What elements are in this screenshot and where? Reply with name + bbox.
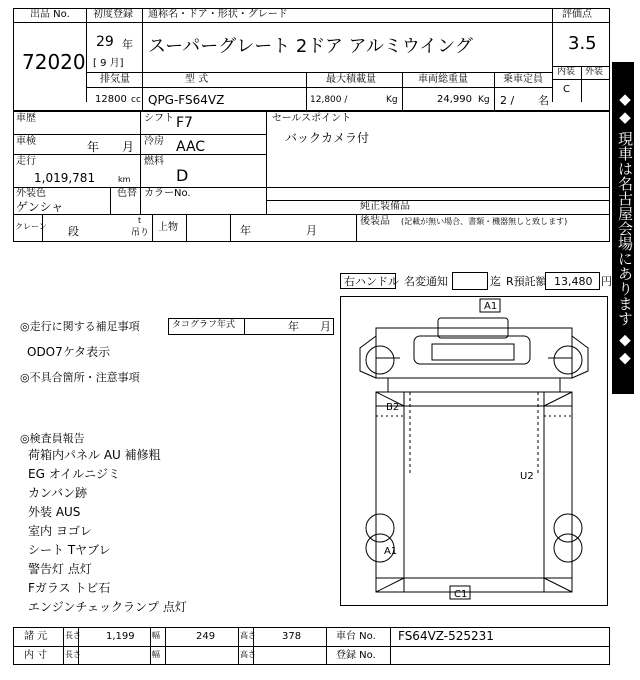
shift-label: シフト: [144, 113, 174, 124]
bumper: [388, 378, 560, 392]
color-label: 外装色: [16, 188, 46, 199]
reg-year-unit: 年: [122, 38, 133, 51]
sales-point: バックカメラ付: [285, 131, 370, 145]
displacement-value: 12800: [95, 94, 127, 105]
steering-value: 右ハンドル: [344, 275, 399, 288]
length-value: 1,199: [106, 631, 135, 642]
left-mark: B2: [386, 402, 400, 413]
equipment-label: 純正装備品: [360, 201, 410, 212]
height-label: 高さ: [240, 631, 256, 640]
shift-value: F7: [176, 115, 193, 131]
rear-right-wheel-2: [554, 534, 582, 562]
history-label: 車歴: [16, 113, 36, 124]
ac-label: 冷房: [144, 136, 164, 147]
crane-hoist: 吊り: [131, 228, 150, 238]
score-value: 3.5: [568, 33, 597, 54]
front-left-wheel: [366, 346, 394, 374]
tachograph-year-unit: 年: [288, 320, 299, 333]
name-change-box: [452, 272, 488, 290]
exterior-label: 外装: [585, 67, 604, 77]
width-label: 幅: [152, 631, 160, 640]
front-right-wheel: [554, 346, 582, 374]
color-code-label: 色替: [117, 188, 137, 199]
tachograph-label: タコグラフ年式: [172, 320, 236, 330]
capacity-value: 2 /: [500, 94, 515, 107]
front-mark: A1: [484, 301, 498, 312]
title-label: 通称名・ドア・形状・グレード: [148, 9, 288, 20]
gross-weight-value: 24,990: [437, 94, 472, 105]
deadline-label: 迄: [490, 275, 501, 288]
gross-weight-unit: Kg: [478, 95, 490, 105]
body-mark: U2: [520, 471, 534, 482]
lift-year-unit: 年: [240, 224, 251, 237]
capacity-label: 乗車定員: [503, 74, 543, 85]
first-reg-label: 初度登録: [93, 9, 133, 20]
inspector-line: シート Tヤブレ: [28, 543, 111, 557]
location-banner-text: ◆◆ 現車は名古屋会場にあります ◆◆: [616, 89, 634, 367]
recycle-unit: 円: [601, 275, 612, 288]
tachograph-month-unit: 月: [320, 320, 331, 333]
fuel-label: 燃料: [144, 156, 164, 167]
displacement-unit: cc: [131, 95, 141, 105]
model-code: QPG-FS64VZ: [148, 93, 225, 107]
inspector-line: 外装 AUS: [28, 505, 81, 519]
inspector-line: 警告灯 点灯: [28, 562, 92, 576]
aftermarket-note: (記載が無い場合、書類・機器無しと致します): [401, 217, 568, 226]
inner-dims-label: 内 寸: [24, 650, 48, 661]
inspection-year-unit: 年: [87, 140, 100, 154]
registration-label: 登録 No.: [336, 650, 376, 661]
inner-height-label: 高さ: [240, 650, 256, 659]
inspection-label: 車検: [16, 136, 36, 147]
chassis-label: 車台 No.: [336, 631, 376, 642]
left-door: [360, 336, 376, 378]
mileage-note-label: ◎走行に関する補足事項: [20, 320, 140, 333]
height-value: 378: [282, 631, 302, 642]
right-door: [572, 336, 588, 378]
fuel-value: D: [176, 166, 189, 185]
crane-ton-unit: t: [138, 216, 142, 225]
lift-label: 上物: [158, 222, 178, 233]
crane-label: クレーン: [15, 222, 47, 231]
mileage-unit: km: [118, 175, 131, 184]
interior-label: 内装: [557, 67, 576, 77]
aftermarket-label: 後装品: [360, 216, 390, 227]
lot-number: 72020: [22, 50, 86, 74]
max-load-label: 最大積載量: [326, 74, 376, 85]
inspector-line: エンジンチェックランプ 点灯: [28, 600, 187, 614]
name-change-label: 名変通知: [404, 275, 448, 288]
truck-diagram: [340, 296, 608, 606]
mileage-note: ODO7ケタ表示: [27, 345, 111, 359]
rear-mark: C1: [454, 589, 468, 600]
inspector-lines: [28, 446, 328, 617]
location-banner: [612, 62, 634, 394]
color-no-label: カラーNo.: [144, 188, 191, 199]
dims-label: 諸 元: [24, 631, 48, 642]
vehicle-title: スーパーグレート 2ドア アルミウイング: [148, 36, 473, 57]
inspector-line: 室内 ヨゴレ: [28, 524, 92, 538]
chassis-number: FS64VZ-525231: [398, 629, 494, 643]
defects-label-visible: ◎不具合箇所・注意事項: [20, 371, 140, 384]
displacement-label: 排気量: [100, 74, 130, 85]
inspection-month-unit: 月: [122, 140, 135, 154]
inspector-line: カンバン跡: [28, 486, 88, 500]
recycle-label: R預託額: [506, 275, 547, 288]
crane-stage-unit: 段: [68, 225, 79, 238]
inspector-line: Fガラス トビ石: [28, 581, 111, 595]
gross-weight-label: 車両総重量: [418, 74, 468, 85]
score-label: 評価点: [562, 9, 592, 20]
mileage-label: 走行: [16, 156, 36, 167]
mileage-value: 1,019,781: [34, 171, 96, 185]
lift-month-unit: 月: [306, 224, 317, 237]
sales-point-label: セールスポイント: [272, 113, 352, 124]
rear-left-mark: A1: [384, 546, 398, 557]
inner-width-label: 幅: [152, 650, 160, 659]
reg-month: [ 9 月]: [93, 58, 124, 69]
interior-grade: C: [563, 84, 570, 95]
frame-lines: [410, 392, 538, 476]
max-load-value: 12,800 /: [310, 95, 348, 105]
reg-year: 29: [96, 34, 114, 50]
recycle-amount: 13,480: [554, 275, 593, 288]
length-label: 長さ: [65, 631, 81, 640]
type-label: 型 式: [185, 74, 209, 85]
max-load-unit: Kg: [386, 95, 398, 105]
color-value: ゲンシャ: [16, 200, 64, 214]
windshield-inner: [432, 344, 514, 360]
inspector-label: ◎検査員報告: [20, 432, 85, 445]
width-value: 249: [196, 631, 216, 642]
ac-value: AAC: [176, 139, 206, 155]
inspector-line: EG オイルニジミ: [28, 467, 121, 481]
capacity-unit: 名: [538, 94, 549, 107]
inner-length-label: 長さ: [65, 650, 81, 659]
cargo-box: [376, 392, 572, 592]
inspector-line: 荷箱内パネル AU 補修粗: [28, 448, 161, 462]
lot-label: 出品 No.: [30, 9, 70, 20]
